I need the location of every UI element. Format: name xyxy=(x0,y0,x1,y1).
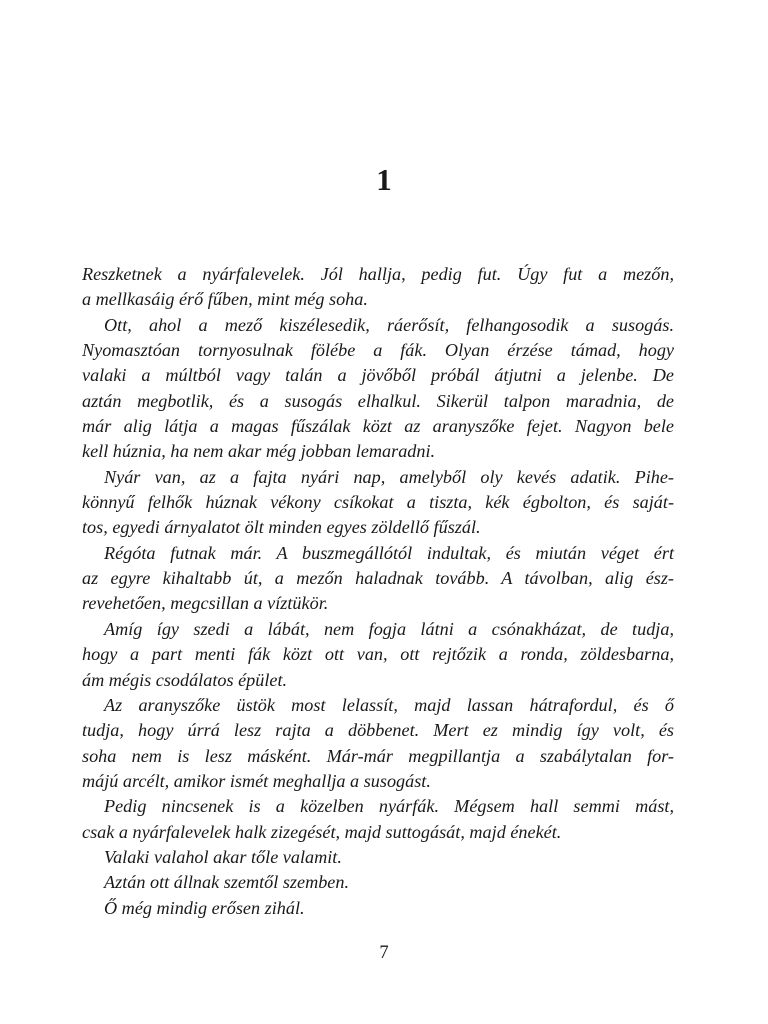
text-line: Reszketnek a nyárfalevelek. Jól hallja, pedig fut. Úgy fut a mezőn, xyxy=(82,264,674,284)
text-line: aztán megbotlik, és a susogás elhalkul. Sikerül talpon maradnia, de xyxy=(82,390,674,411)
text-line: tos, egyedi árnyalatot ölt minden egyes zöldellő fűszál. xyxy=(82,517,481,538)
text-line: soha nem is lesz másként. Már-már megpillantja a szabálytalan for- xyxy=(82,745,674,766)
chapter-body xyxy=(82,262,674,921)
paragraph xyxy=(82,693,674,794)
text-line: májú arcélt, amikor ismét meghallja a susogást. xyxy=(82,770,431,791)
paragraph xyxy=(82,262,674,313)
text-line: a mellkasáig érő fűben, mint még soha. xyxy=(82,289,368,310)
text-line: könnyű felhők húznak vékony csíkokat a tiszta, kék égbolton, és saját- xyxy=(82,492,674,513)
text-line: Az aranyszőke üstök most lelassít, majd lassan hátrafordul, és ő xyxy=(104,694,674,715)
paragraph xyxy=(82,617,674,693)
paragraph xyxy=(82,845,674,870)
text-line: már alig látja a magas fűszálak közt az aranyszőke fejet. Nagyon bele xyxy=(82,416,674,437)
text-line: Nyár van, az a fajta nyári nap, amelyből oly kevés adatik. Pihe- xyxy=(104,466,674,487)
text-line: Ott, ahol a mező kiszélesedik, ráerősít, felhangosodik a susogás. xyxy=(104,314,674,335)
text-line: Régóta futnak már. A buszmegállótól indultak, és miután véget ért xyxy=(104,542,674,563)
text-line: hogy a part menti fák közt ott van, ott rejtőzik a ronda, zöldesbarna, xyxy=(82,644,674,665)
text-line: Aztán ott állnak szemtől szemben. xyxy=(104,872,350,893)
text-line: Valaki valahol akar tőle valamit. xyxy=(104,846,342,867)
paragraph xyxy=(82,465,674,541)
chapter-number: 1 xyxy=(376,162,392,197)
text-line: csak a nyárfalevelek halk zizegését, majd suttogását, majd énekét. xyxy=(82,821,562,842)
paragraph xyxy=(82,313,674,465)
text-line: ám mégis csodálatos épület. xyxy=(82,669,288,690)
text-line: valaki a múltból vagy talán a jövőből próbál átjutni a jelenbe. De xyxy=(82,365,674,386)
text-line: revehetően, megcsillan a víztükör. xyxy=(82,593,329,614)
text-line: tudja, hogy úrrá lesz rajta a döbbenet. Mert ez mindig így volt, és xyxy=(82,720,674,741)
text-line: az egyre kihaltabb út, a mezőn haladnak tovább. A távolban, alig ész- xyxy=(82,568,674,589)
paragraph xyxy=(82,870,674,895)
text-line: kell húznia, ha nem akar még jobban lemaradni. xyxy=(82,441,436,462)
text-line: Nyomasztóan tornyosulnak fölébe a fák. Olyan érzése támad, hogy xyxy=(82,340,674,361)
text-line: Pedig nincsenek is a közelben nyárfák. Mégsem hall semmi mást, xyxy=(104,796,674,817)
page-number: 7 xyxy=(379,943,389,963)
paragraph xyxy=(82,541,674,617)
paragraph xyxy=(82,794,674,845)
text-line: Amíg így szedi a lábát, nem fogja látni a csónakházat, de tudja, xyxy=(104,618,674,639)
text-line: Ő még mindig erősen zihál. xyxy=(104,897,305,918)
paragraph xyxy=(82,896,674,921)
